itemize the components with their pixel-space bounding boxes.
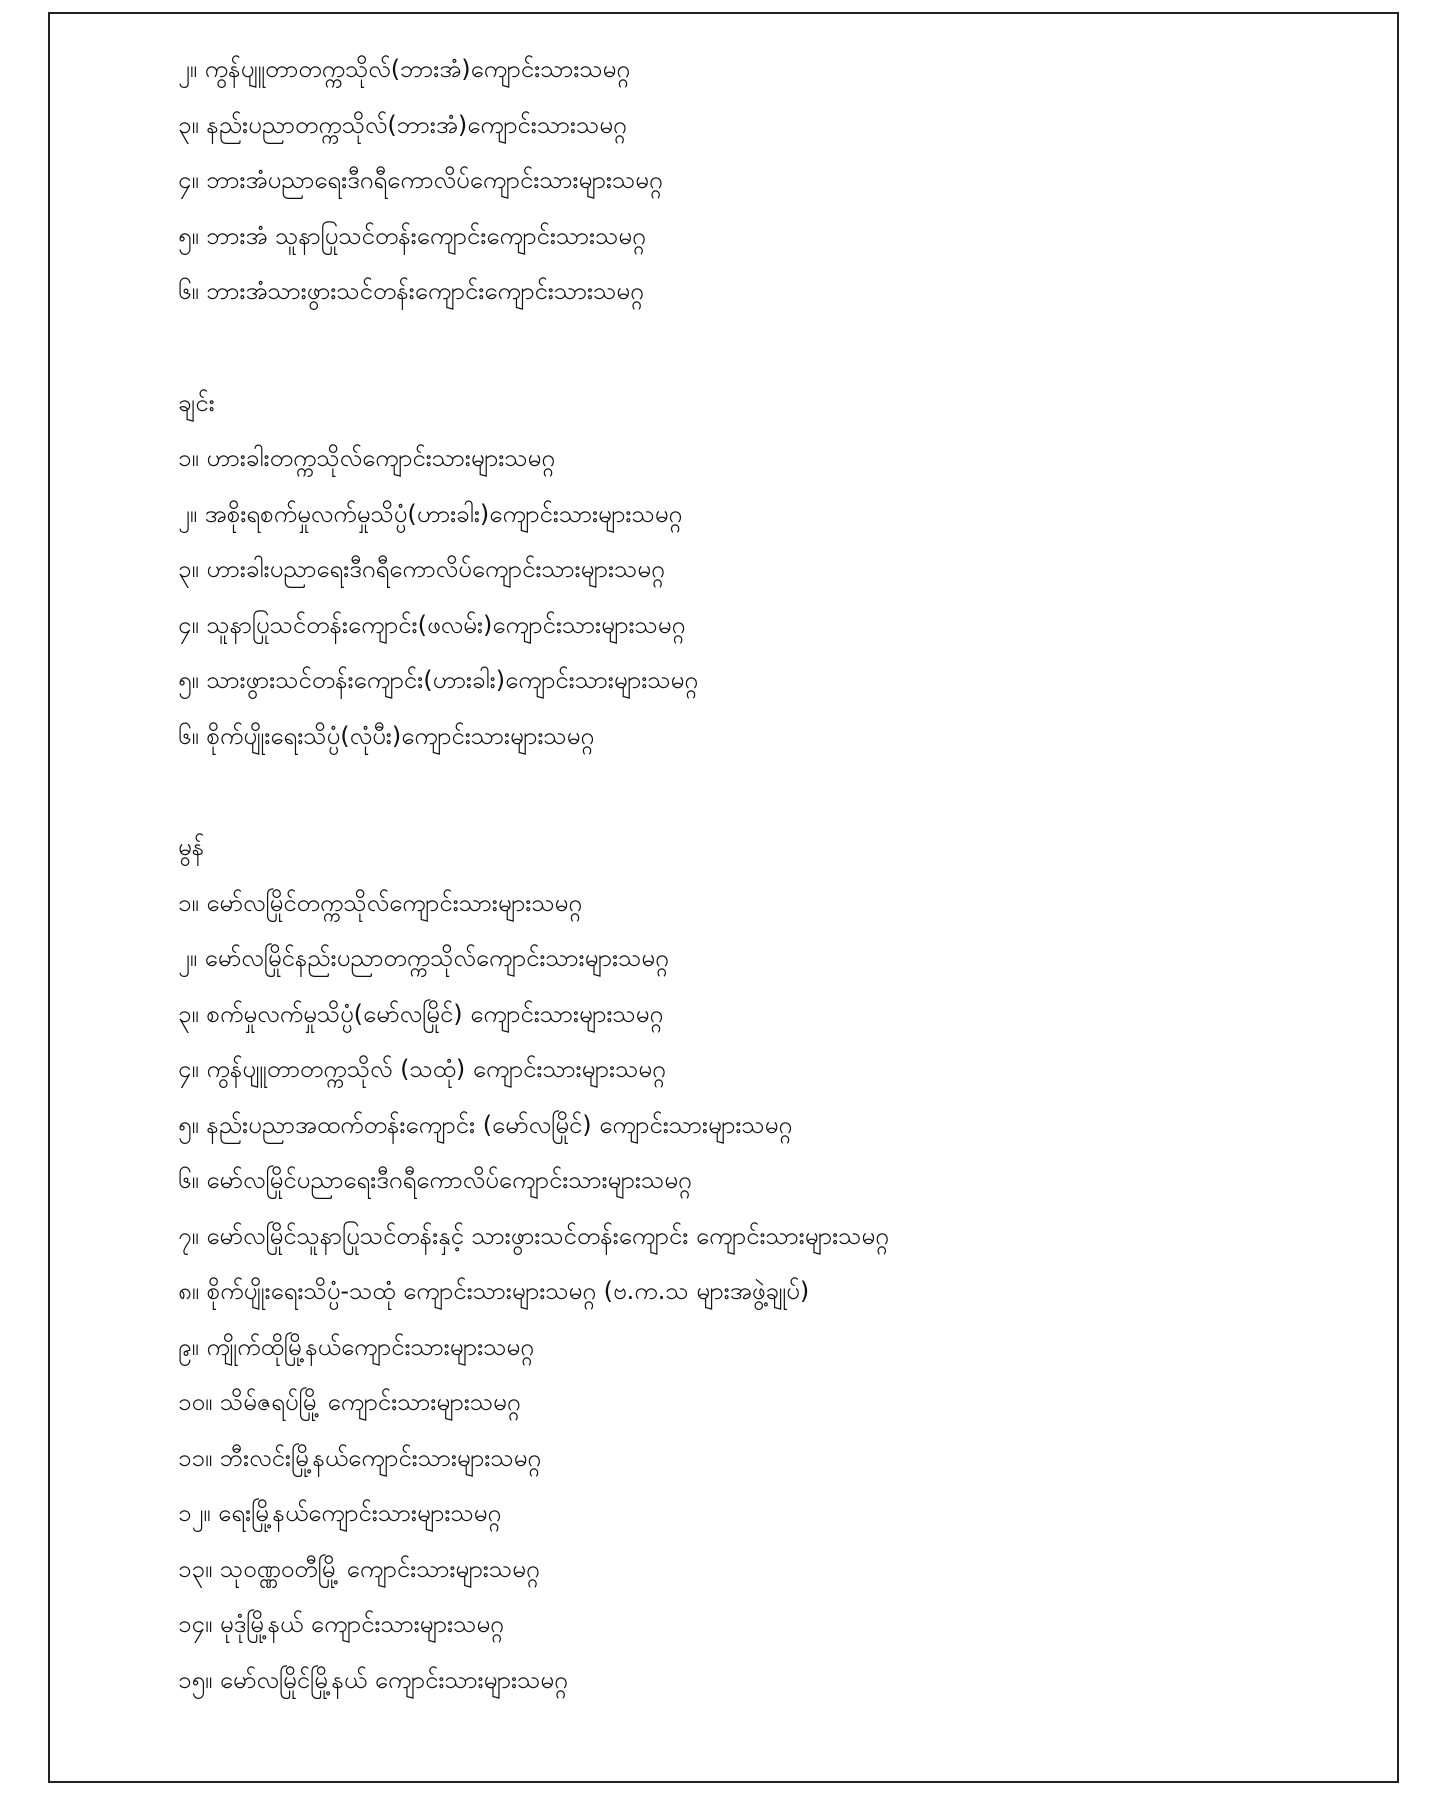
section-gap	[178, 320, 1358, 376]
list-item: ၁၀။ သိမ်ဇရပ်မြို့ ကျောင်းသားများသမဂ္ဂ	[178, 1388, 521, 1416]
list-item: ၁၄။ မုဒုံမြို့နယ် ကျောင်းသားများသမဂ္ဂ	[178, 1610, 504, 1638]
list-item: ၂။ ကွန်ပျူတာတက္ကသိုလ်(ဘားအံ)ကျောင်းသားသမဂ္ဂ	[178, 55, 630, 83]
list-item: ၁၅။ မော်လမြိုင်မြို့နယ် ကျောင်းသားများသမဂ္ဂ	[178, 1665, 568, 1694]
section-heading-mon: မွန်	[178, 833, 205, 861]
list-item: ၄။ ကွန်ပျူတာတက္ကသိုလ် (သထုံ) ကျောင်းသားများသမဂ္ဂ	[178, 1055, 666, 1083]
list-item: ၁၁။ ဘီးလင်းမြို့နယ်ကျောင်းသားများသမဂ္ဂ	[178, 1443, 542, 1472]
section-2-list	[178, 431, 1358, 764]
list-item: ၁။ မော်လမြိုင်တက္ကသိုလ်ကျောင်းသားများသမဂ္ဂ	[178, 888, 582, 917]
list-item: ၅။ သားဖွားသင်တန်းကျောင်း(ဟားခါး)ကျောင်းသားများသမဂ္ဂ	[178, 666, 698, 694]
list-item: ၉။ ကျိုက်ထိုမြို့နယ်ကျောင်းသားများသမဂ္ဂ	[178, 1332, 534, 1361]
list-item: ၆။ စိုက်ပျိုးရေးသိပ္ပံ(လုံပီး)ကျောင်းသားများသမဂ္ဂ	[178, 721, 595, 750]
document-content	[178, 42, 1358, 1708]
list-item: ၈။ စိုက်ပျိုးရေးသိပ္ပံ-သထုံ ကျောင်းသားများသမဂ္ဂ (ဗ.က.သ များအဖွဲ့ချုပ်)	[178, 1277, 810, 1305]
list-item: ၂။ အစိုးရစက်မှုလက်မှုသိပ္ပံ(ဟားခါး)ကျောင်းသားများသမဂ္ဂ	[178, 499, 683, 528]
list-item: ၁၂။ ရေးမြို့နယ်ကျောင်းသားများသမဂ္ဂ	[178, 1499, 502, 1527]
list-item: ၃။ နည်းပညာတက္ကသိုလ်(ဘားအံ)ကျောင်းသားသမဂ္ဂ	[178, 110, 627, 139]
list-item: ၄။ ဘားအံပညာရေးဒီဂရီကောလိပ်ကျောင်းသားများသမဂ္ဂ	[178, 166, 663, 194]
section-1-list	[178, 42, 1358, 320]
section-3-list	[178, 876, 1358, 1709]
list-item: ၅။ ဘားအံ သူနာပြုသင်တန်းကျောင်းကျောင်းသားသမဂ္ဂ	[178, 221, 646, 250]
list-item: ၆။ ဘားအံသားဖွားသင်တန်းကျောင်းကျောင်းသားသမဂ္ဂ	[178, 277, 644, 305]
section-heading-chin: ချင်း	[178, 388, 215, 417]
list-item: ၅။ နည်းပညာအထက်တန်းကျောင်း (မော်လမြိုင်) ကျောင်းသားများသမဂ္ဂ	[178, 1110, 793, 1139]
list-item: ၄။ သူနာပြုသင်တန်းကျောင်း(ဖလမ်း)ကျောင်းသားများသမဂ္ဂ	[178, 610, 686, 639]
section-gap	[178, 764, 1358, 820]
list-item: ၃။ ဟားခါးပညာရေးဒီဂရီကောလိပ်ကျောင်းသားများသမဂ္ဂ	[178, 555, 665, 583]
list-item: ၂။ မော်လမြိုင်နည်းပညာတက္ကသိုလ်ကျောင်းသားများသမဂ္ဂ	[178, 944, 669, 972]
list-item: ၆။ မော်လမြိုင်ပညာရေးဒီဂရီကောလိပ်ကျောင်းသားများသမဂ္ဂ	[178, 1166, 692, 1194]
list-item: ၁။ ဟားခါးတက္ကသိုလ်ကျောင်းသားများသမဂ္ဂ	[178, 444, 555, 472]
list-item: ၇။ မော်လမြိုင်သူနာပြုသင်တန်းနှင့် သားဖွားသင်တန်းကျောင်း ကျောင်းသားများသမဂ္ဂ	[178, 1221, 889, 1250]
list-item: ၃။ စက်မှုလက်မှုသိပ္ပံ(မော်လမြိုင်) ကျောင်းသားများသမဂ္ဂ	[178, 999, 664, 1028]
list-item: ၁၃။ သုဝဏ္ဏဝတီမြို့ ကျောင်းသားများသမဂ္ဂ	[178, 1554, 540, 1583]
